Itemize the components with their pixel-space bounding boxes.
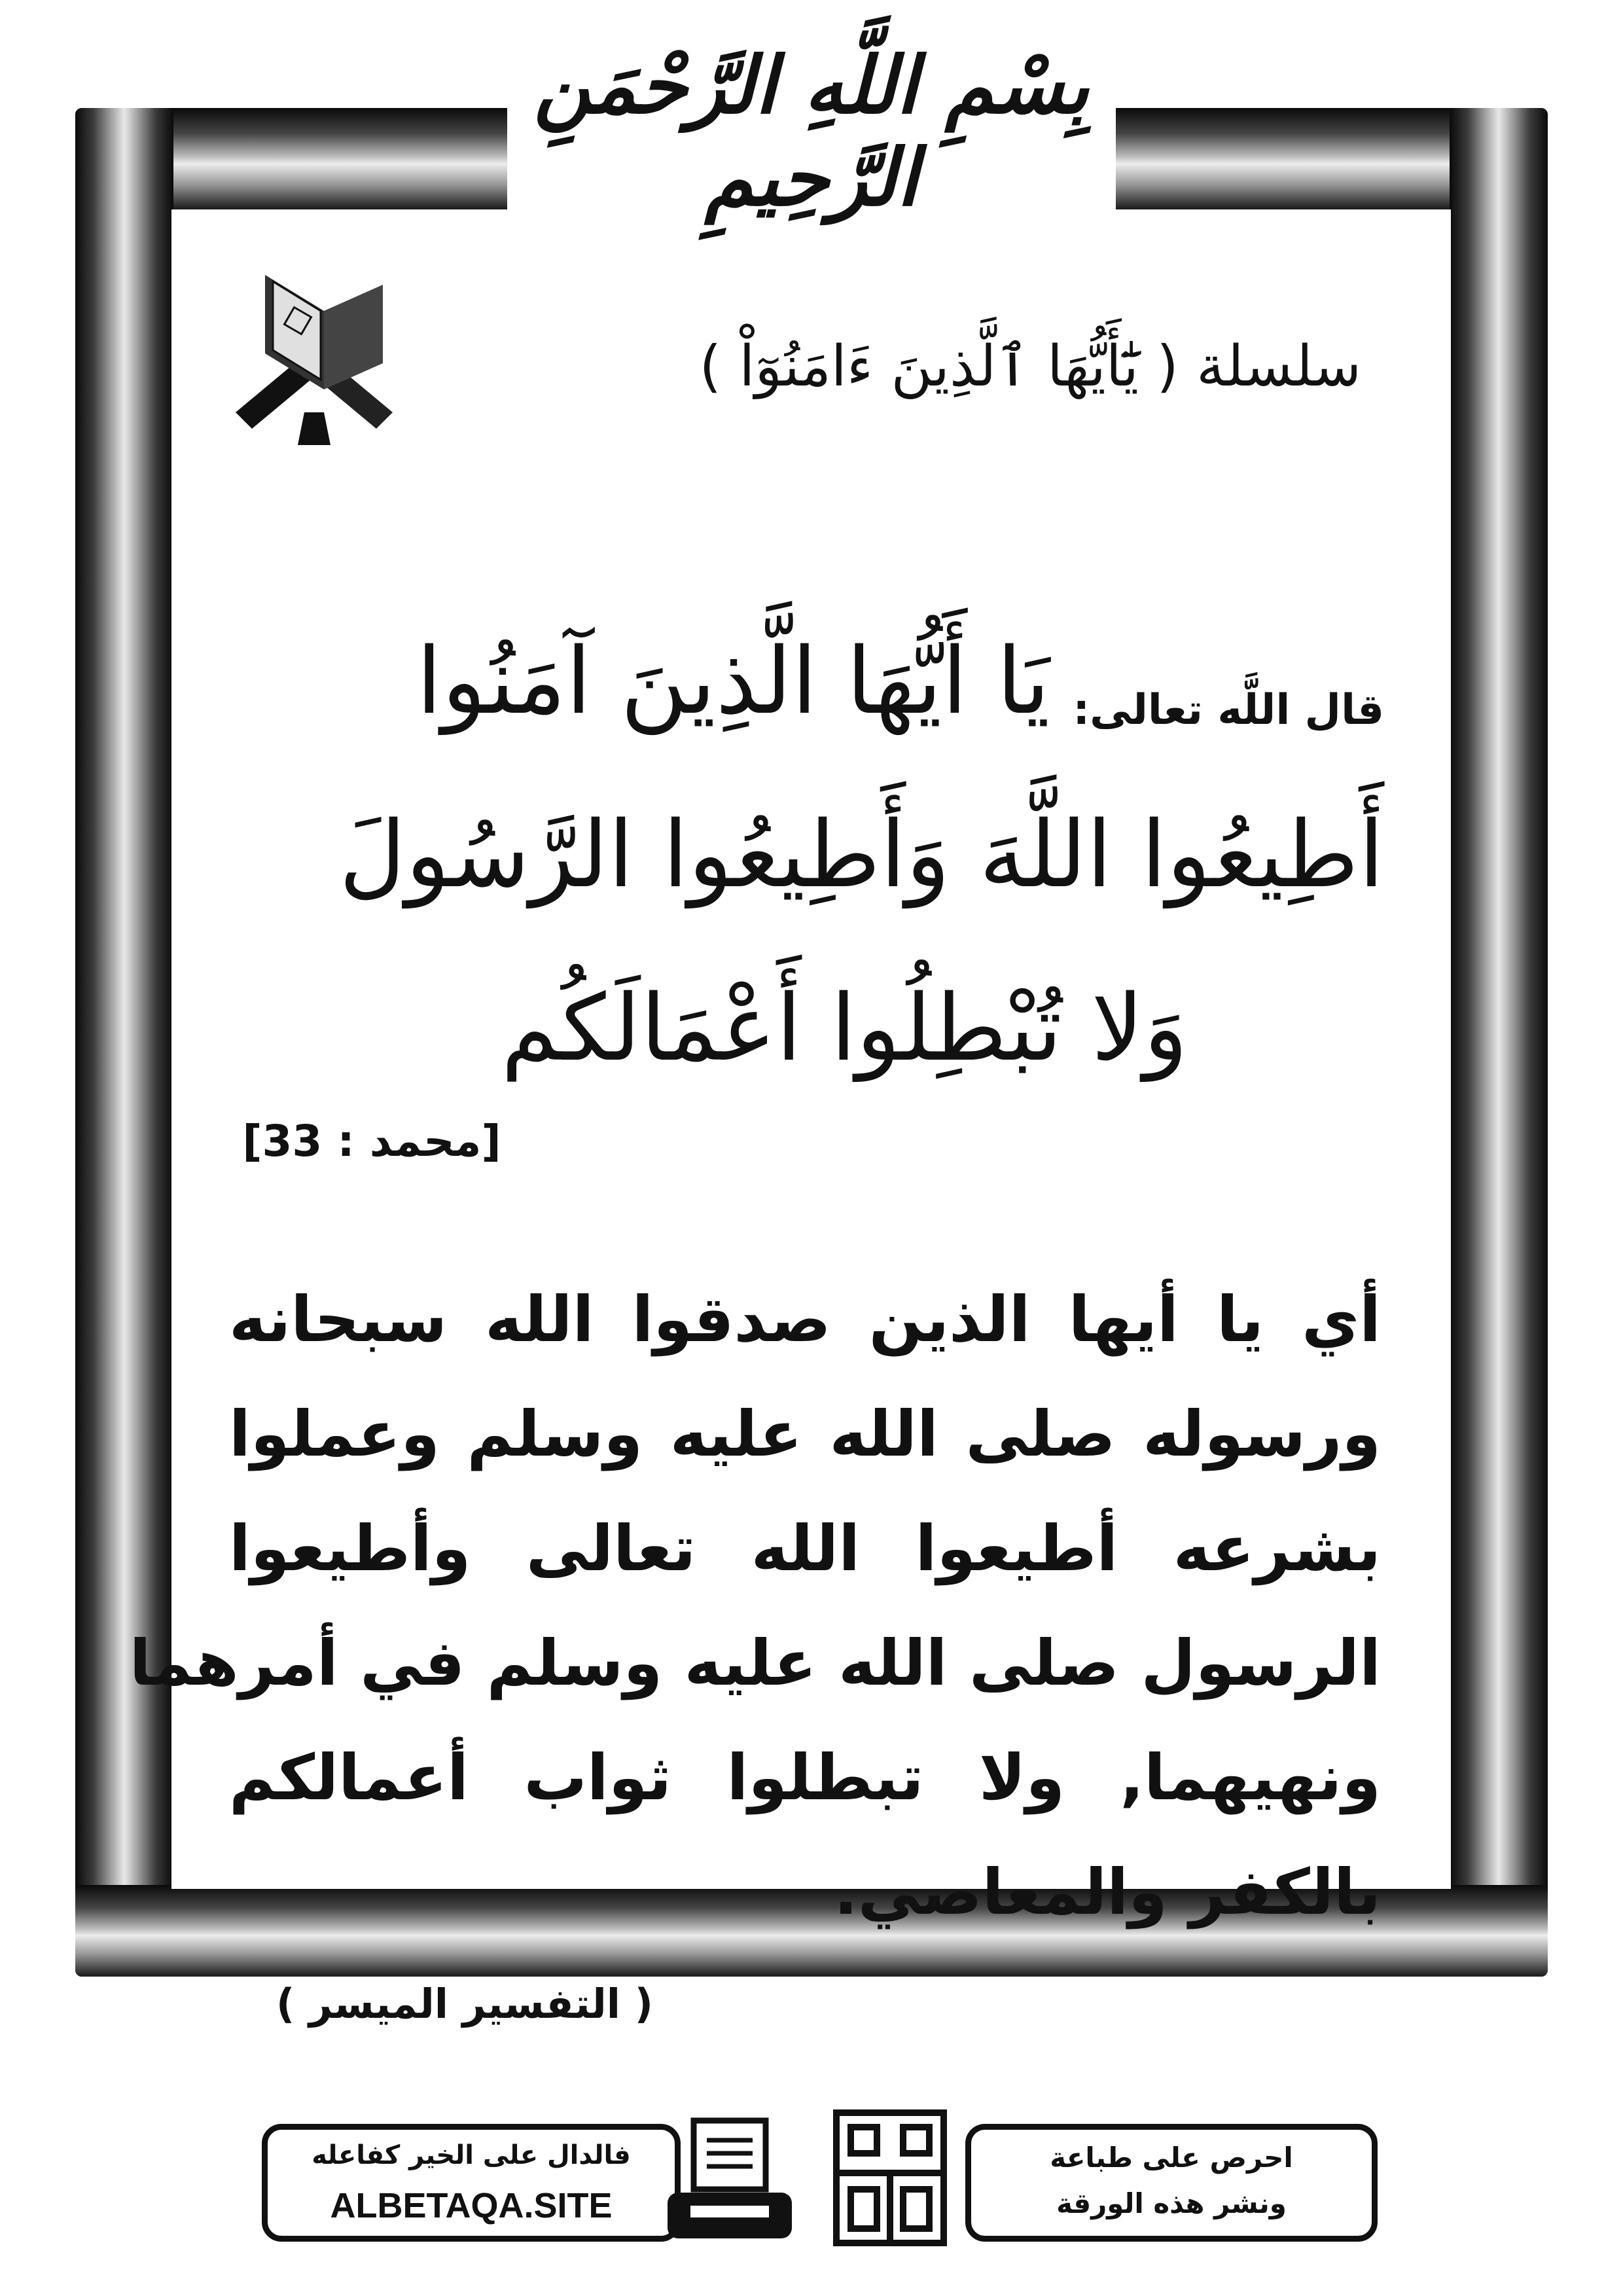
footer-print-line-1: احرص على طباعة: [1050, 2142, 1293, 2174]
tafsir-line: بشرعه أطيعوا الله تعالى وأطيعوا: [229, 1512, 1381, 1585]
verse-reference: [محمد : 33]: [242, 1116, 501, 1166]
tafsir-line: الرسول صلى الله عليه وسلم في أمرهما: [129, 1626, 1381, 1700]
basmala-calligraphy: بِسْمِ اللَّهِ الرَّحْمَنِ الرَّحِيمِ: [533, 39, 1090, 224]
tafsir-line: ونهيهما, ولا تبطلوا ثواب أعمالكم: [229, 1741, 1381, 1814]
series-title: سلسلة ( يَٰٓأَيُّهَا ٱلَّذِينَ ءَامَنُوٓاْ ): [699, 334, 1361, 399]
verse-intro: قال اللَّه تعالى:: [1073, 685, 1384, 734]
verse-line-1: [226, 628, 1384, 735]
footer-website-box: [262, 2124, 681, 2242]
tafsir-source: ( التفسير الميسر ): [276, 1980, 653, 2028]
quran-stand-icon: [226, 249, 402, 465]
tafsir-line: ورسوله صلى الله عليه وسلم وعملوا: [229, 1397, 1381, 1471]
verse-line-1-text: يَا أَيُّهَا الَّذِينَ آمَنُوا: [416, 628, 1050, 735]
footer-website: ALBETAQA.SITE: [330, 2186, 613, 2225]
verse-line-3: وَلا تُبْطِلُوا أَعْمَالَكُم: [501, 975, 1188, 1082]
daawa-logo: [831, 2108, 949, 2248]
footer-motto: فالدال على الخير كفاعله: [312, 2140, 631, 2170]
tafsir-line: أي يا أيها الذين صدقوا الله سبحانه: [229, 1283, 1381, 1356]
printer-icon: [664, 2111, 795, 2245]
verse-line-2: أَطِيعُوا اللَّهَ وَأَطِيعُوا الرَّسُولَ: [339, 802, 1384, 908]
footer-print-line-2: ونشر هذه الورقة: [1056, 2187, 1287, 2219]
footer-print-box: [965, 2124, 1378, 2242]
frame-right: [1450, 108, 1548, 1977]
tafsir-line: بالكفر والمعاصي.: [834, 1856, 1381, 1929]
